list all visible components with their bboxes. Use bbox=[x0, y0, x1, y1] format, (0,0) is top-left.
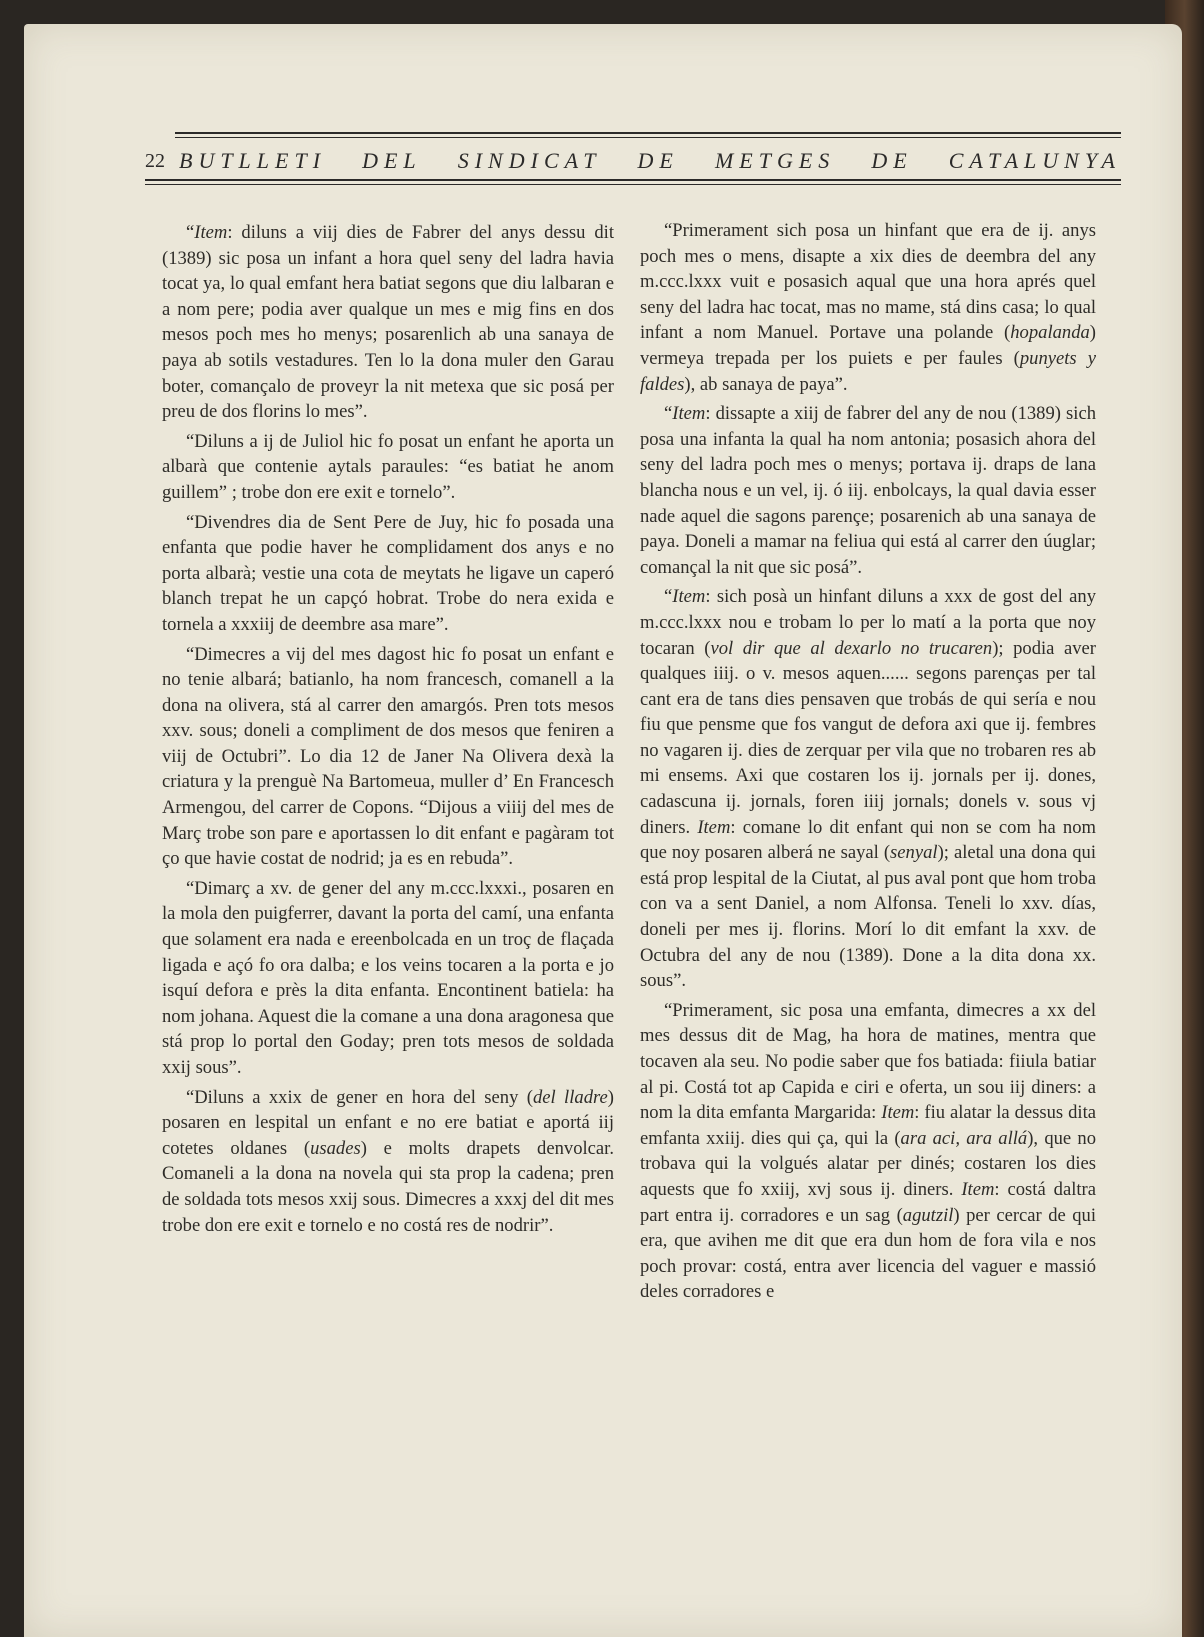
running-title-word: DE bbox=[637, 148, 679, 173]
running-title-word: DEL bbox=[362, 148, 422, 173]
text-run: ) e molts drapets denvolcar. Comaneli a la dona na novela qui sta prop la cadena; pren de soldada tots mesos xxij sous. Dimecres a xxxj del dit mes trobe don ere exit e tornelo e no costá res de nodrir”. bbox=[162, 1137, 614, 1236]
text-run: : dissapte a xiij de fabrer del any de nou (1389) sich posa una infanta la qual ha nom antonia; posasich ahora del seny del ladra poch mes o menys; portava ij. draps de lana blancha nous e un vel, ij. ó iij. enbolcays, la qual davia esser nade aquel die sagons parençe; posarenich ab una sanaya de paya. Doneli a mamar na feliua qui está al carrer den úuglar; comançal la nit que sic posá”. bbox=[640, 403, 1096, 578]
running-title-word: CATALUNYA bbox=[948, 148, 1121, 173]
italic-text: ara aci, ara allá bbox=[900, 1127, 1028, 1149]
left-column bbox=[162, 220, 614, 1242]
running-title-word: METGES bbox=[714, 148, 836, 173]
text-run: “Primerament sich posa un hinfant que era de ij. anys poch mes o mens, disapte a xix dies de deembra del any m.ccc.lxxx vuit e posasich aqual que una hora aprés quel seny del ladra hac tocat, mas no mame, stá dins casa; lo qual infant a nom Manuel. Portave una polande ( bbox=[640, 220, 1096, 344]
italic-text: hopalanda bbox=[1010, 322, 1090, 344]
page-header bbox=[145, 124, 1121, 190]
text-run: “Divendres dia de Sent Pere de Juy, hic fo posada una enfanta que podie haver he complidament dos anys e no porta albarà; vestie una cota de meytats he ligave un caperó blanch trepat he un capçó hobrat. Trobe do nera exida e tornela a xxxiij de deembre asa mare”. bbox=[162, 511, 614, 635]
italic-text: punyets y faldes bbox=[640, 347, 1096, 395]
italic-text: Item bbox=[194, 222, 228, 243]
italic-text: senyal bbox=[890, 842, 938, 864]
italic-text: Item bbox=[881, 1102, 915, 1124]
running-title-word: SINDICAT bbox=[457, 148, 602, 173]
text-run: “Diluns a ij de Juliol hic fo posat un enfant he aporta un albarà que contenie aytals paraules: “es batiat he anom guillem” ; trobe don ere exit e tornelo”. bbox=[162, 430, 614, 503]
text-run: ) vermeya trepada per los puiets e per faules ( bbox=[640, 322, 1096, 369]
text-run: “ bbox=[186, 222, 195, 243]
paragraph bbox=[162, 429, 614, 506]
paragraph bbox=[640, 998, 1096, 1305]
text-run: ); podia aver qualques iiij. o v. mesos aquen...... segons parenças per tal cant era de tans dies pensaven que trobás de qui sería e nou fiu que pensme que fos vangut de defora axi que ij. fembres no vagaren ij. dies de zerquar per vila que no trobaren res ab mi ensems. Axi que costaren los ij. jornals per ij. dones, cadascuna ij. jornals, foren iiij jornals; donels v. sous vj diners. bbox=[640, 637, 1096, 838]
header-line bbox=[145, 144, 1121, 178]
document-page bbox=[24, 24, 1182, 1637]
page-number: 22 bbox=[145, 149, 165, 172]
text-run: “Dimarç a xv. de gener del any m.ccc.lxxxi., posaren en la mola den puigferrer, davant la porta del camí, una enfanta que solament era nada e ereenbolcada en un troç de flaçada ligada e açó fo ora dalba; e los veins tocaren a la porta e jo isquí defora e près la dita enfanta. Encontinent batiela: ha nom johana. Aquest die la comane a una dona aragonesa que stá prop lo portal den Goday; pren tots mesos de soldada xxij sous”. bbox=[162, 877, 614, 1078]
italic-text: Item bbox=[672, 586, 706, 608]
running-title bbox=[179, 148, 1121, 174]
text-run: : sich posà un hinfant diluns a xxx de gost del any m.ccc.lxxx nou e trobam lo per lo matí a la porta que noy tocaran ( bbox=[640, 586, 1096, 659]
paragraph bbox=[640, 218, 1096, 397]
text-run: “Diluns a xxix de gener en hora del seny ( bbox=[186, 1086, 533, 1108]
text-run: “Primerament, sic posa una emfanta, dimecres a xx del mes dessus dit de Mag, ha hora de matines, mentra que tocaven ala seu. No podie saber que fos batiada: fiiula batiar al pi. Costá tot ap Capida e ciri e oferta, un sou iij diners: a nom la dita emfanta Margarida: bbox=[640, 999, 1096, 1124]
header-rule-bottom bbox=[145, 179, 1121, 181]
paragraph bbox=[640, 401, 1096, 580]
text-run: ), que no trobava qui la volgués alatar per dinés; costaren los dies aquests que fo xxiij, xvj sous ij. diners. bbox=[640, 1127, 1096, 1200]
running-title-word: DE bbox=[871, 148, 913, 173]
paragraph bbox=[162, 1085, 614, 1239]
header-rule-bottom-thin bbox=[145, 184, 1121, 185]
header-rule-top-thin bbox=[175, 137, 1121, 138]
text-run: : comane lo dit enfant qui non se com ha nom que noy posaren alberá ne sayal ( bbox=[640, 816, 1096, 864]
text-run: ) posaren en lespital un enfant e no ere batiat e aportá iij cotetes oldanes ( bbox=[162, 1086, 614, 1159]
paragraph bbox=[162, 876, 614, 1081]
italic-text: Item bbox=[961, 1178, 995, 1200]
paragraph bbox=[162, 220, 614, 425]
text-run: ); aletal una dona qui está prop lespital de la Ciutat, al pus aval pont que hom troba con va a sent Daniel, a nom Alfonsa. Teneli lo xxv. días, doneli per mes ij. florins. Morí lo dit emfant la xxv. de Octubra del any de nou (1389). Done a la dita dona xx. sous”. bbox=[640, 842, 1097, 992]
text-run: “ bbox=[664, 586, 673, 608]
running-title-word: BUTLLETI bbox=[179, 148, 327, 173]
italic-text: agutzil bbox=[902, 1204, 954, 1226]
paragraph bbox=[162, 510, 614, 638]
header-rule-top bbox=[175, 132, 1121, 134]
paragraph bbox=[640, 584, 1096, 994]
italic-text: usades bbox=[310, 1137, 361, 1159]
text-run: “Dimecres a vij del mes dagost hic fo posat un enfant e no tenie albará; batianlo, ha nom francesch, comanell a la dona na olivera, stá al carrer den amargós. Pren tots mesos xxv. sous; doneli a compliment de dos mesos que feniren a viij de Octubri”. Lo dia 12 de Janer Na Olivera dexà la criatura y la prenguè Na Bartomeua, muller d’ En Francesch Armengou, del carrer de Copons. “Dijous a viiij del mes de Març trobe son pare e aportassen lo dit enfant e pagàram tot ço que havie costat de nodrid; ja es en rebuda”. bbox=[162, 643, 614, 870]
text-run: “ bbox=[664, 403, 673, 425]
italic-text: Item bbox=[697, 816, 731, 838]
italic-text: del lladre bbox=[532, 1086, 608, 1108]
text-run: ) per cercar de qui era, que avihen me dit que era dun hom de fora vila e nos poch provar: costá, entra aver licencia del vaguer e massió deles corradores e bbox=[640, 1204, 1097, 1303]
paragraph bbox=[162, 642, 614, 872]
italic-text: vol dir que al dexarlo no trucaren bbox=[710, 637, 993, 659]
text-run: : diluns a viij dies de Fabrer del anys dessu dit (1389) sic posa un infant a hora quel seny del ladra havia tocat ya, lo qual emfant hera batiat segons que diu lalbaran e a nom pere; podia aver qualque un mes e mig fins en dos mesos poch mes ho menys; posarenlich ab una sanaya de paya ab sotils vestadures. Ten lo la dona muler den Garau boter, comançalo de proveyr la nit metexa que sic posá per preu de dos florins lo mes”. bbox=[162, 222, 614, 423]
text-run: ), ab sanaya de paya”. bbox=[684, 373, 848, 395]
italic-text: Item bbox=[672, 403, 706, 425]
text-run: : fiu alatar la dessus dita emfanta xxiij. dies qui ça, qui la ( bbox=[640, 1102, 1096, 1149]
text-run: : costá daltra part entra ij. corradores e un sag ( bbox=[640, 1178, 1096, 1226]
right-column bbox=[640, 218, 1096, 1309]
